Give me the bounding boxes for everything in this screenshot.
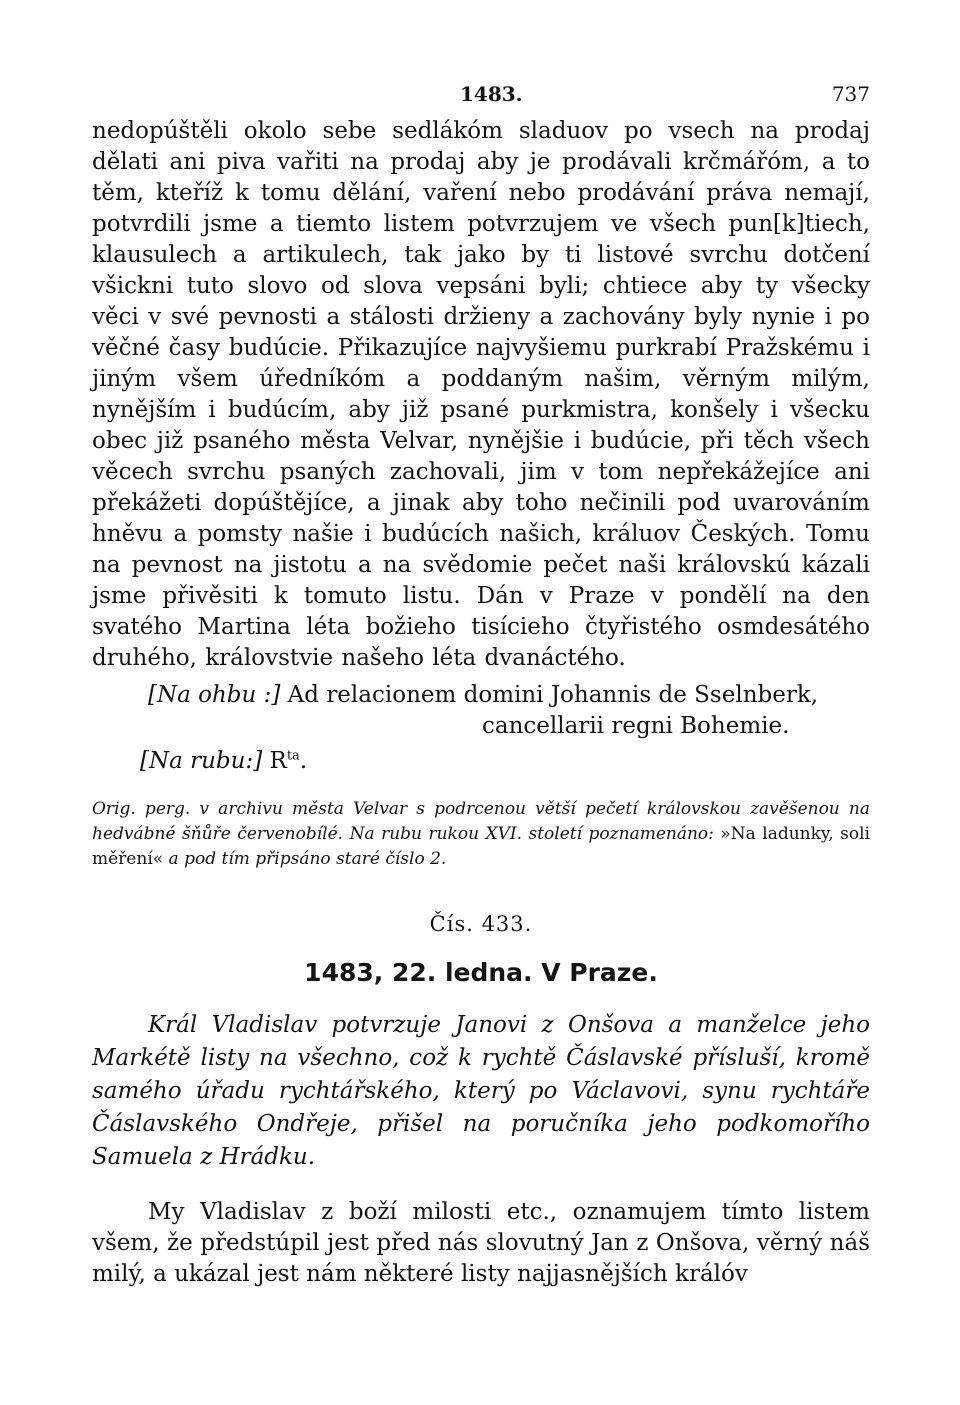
rubu-superscript: ta <box>286 748 300 764</box>
note-part1: Orig. perg. v archivu města Velvar s podrcenou větší pečetí královskou zavěšenou na hedvábné šňůře červenobílé. Na rubu rukou XVI. století poznamenáno: <box>92 799 870 844</box>
document-number: Čís. 433. <box>429 912 533 936</box>
regest-summary: Král Vladislav potvrzuje Janovi z Onšova a manželce jeho Markétě listy na všechno, což k rychtě Čáslavské přísluší, kromě samého úřadu rychtářského, který po Václavovi, synu rychtáře Čáslavského Ondřeje, přišel na poručníka jeho podkomořího Samuela z Hrádku. <box>92 1012 870 1170</box>
charter-text: My Vladislav z boží milosti etc., oznamujem tímto listem všem, že předstúpil jest před nás slovutný Jan z Onšova, věrný náš milý, a ukázal jest nám některé listy najjasnějších králóv <box>92 1199 870 1287</box>
endorsement-rubu <box>92 746 870 777</box>
note-part2: a pod tím připsáno staré číslo 2. <box>163 849 447 869</box>
rubu-end: . <box>299 748 308 774</box>
rubu-text: R <box>269 748 287 774</box>
archival-note <box>92 797 870 872</box>
page-number: 737 <box>831 82 870 106</box>
note-quote: »Na ladunky, soli měření« <box>92 824 870 869</box>
document-page <box>92 82 870 1313</box>
document-date-heading: 1483, 22. ledna. V Praze. <box>304 958 658 987</box>
endorsement-ohbu <box>92 680 870 711</box>
rubu-label: [Na rubu:] <box>140 748 263 774</box>
running-header <box>92 82 870 116</box>
endorsement-block <box>92 680 870 777</box>
ohbu-text: Ad relacionem domini Johannis de Sselnberk, <box>287 682 819 708</box>
header-year: 1483. <box>460 82 523 106</box>
ohbu-label: [Na ohbu :] <box>148 682 281 708</box>
main-paragraph: nedopúštěli okolo sebe sedlákóm sladuov po vsech na prodaj dělati ani piva vařiti na prodaj aby je prodávali krčmářóm, a to těm, kteříž k tomu dělání, vaření nebo prodávání práva nemají, potvrdili jsme a tiemto listem potvrzujem ve všech pun[k]tiech, klausulech a artikulech, tak jako by ti listové svrchu dotčení všickni tuto slovo od slova vepsáni byli; chtiece aby ty všecky věci v své pevnosti a stálosti držieny a zachovány byly nynie i po věčné časy budúcie. Přikazujíce najvyšiemu purkrabí Pražskému i jiným všem úředníkóm a poddaným našim, věrným milým, nynějším i budúcím, aby již psané purkmistra, konšely i všecku obec již psaného města Velvar, nynějšie i budúcie, při těch všech věcech svrchu psaných zachovali, jim v tom nepřekážejíce ani překážeti dopúštějíce, a jinak aby toho nečinili pod uvarováním hněvu a pomsty našie i budúcích našich, králuov Českých. Tomu na pevnost na jistotu a na svědomie pečet naši královskú kázali jsme přivěsiti k tomuto listu. Dán v Praze v pondělí na den svatého Martina léta božieho tisícieho čtyřistého osmdesátého druhého, královstvie našeho léta dvanáctého. <box>92 118 870 671</box>
ohbu-text-continued: cancellarii regni Bohemie. <box>482 713 790 739</box>
